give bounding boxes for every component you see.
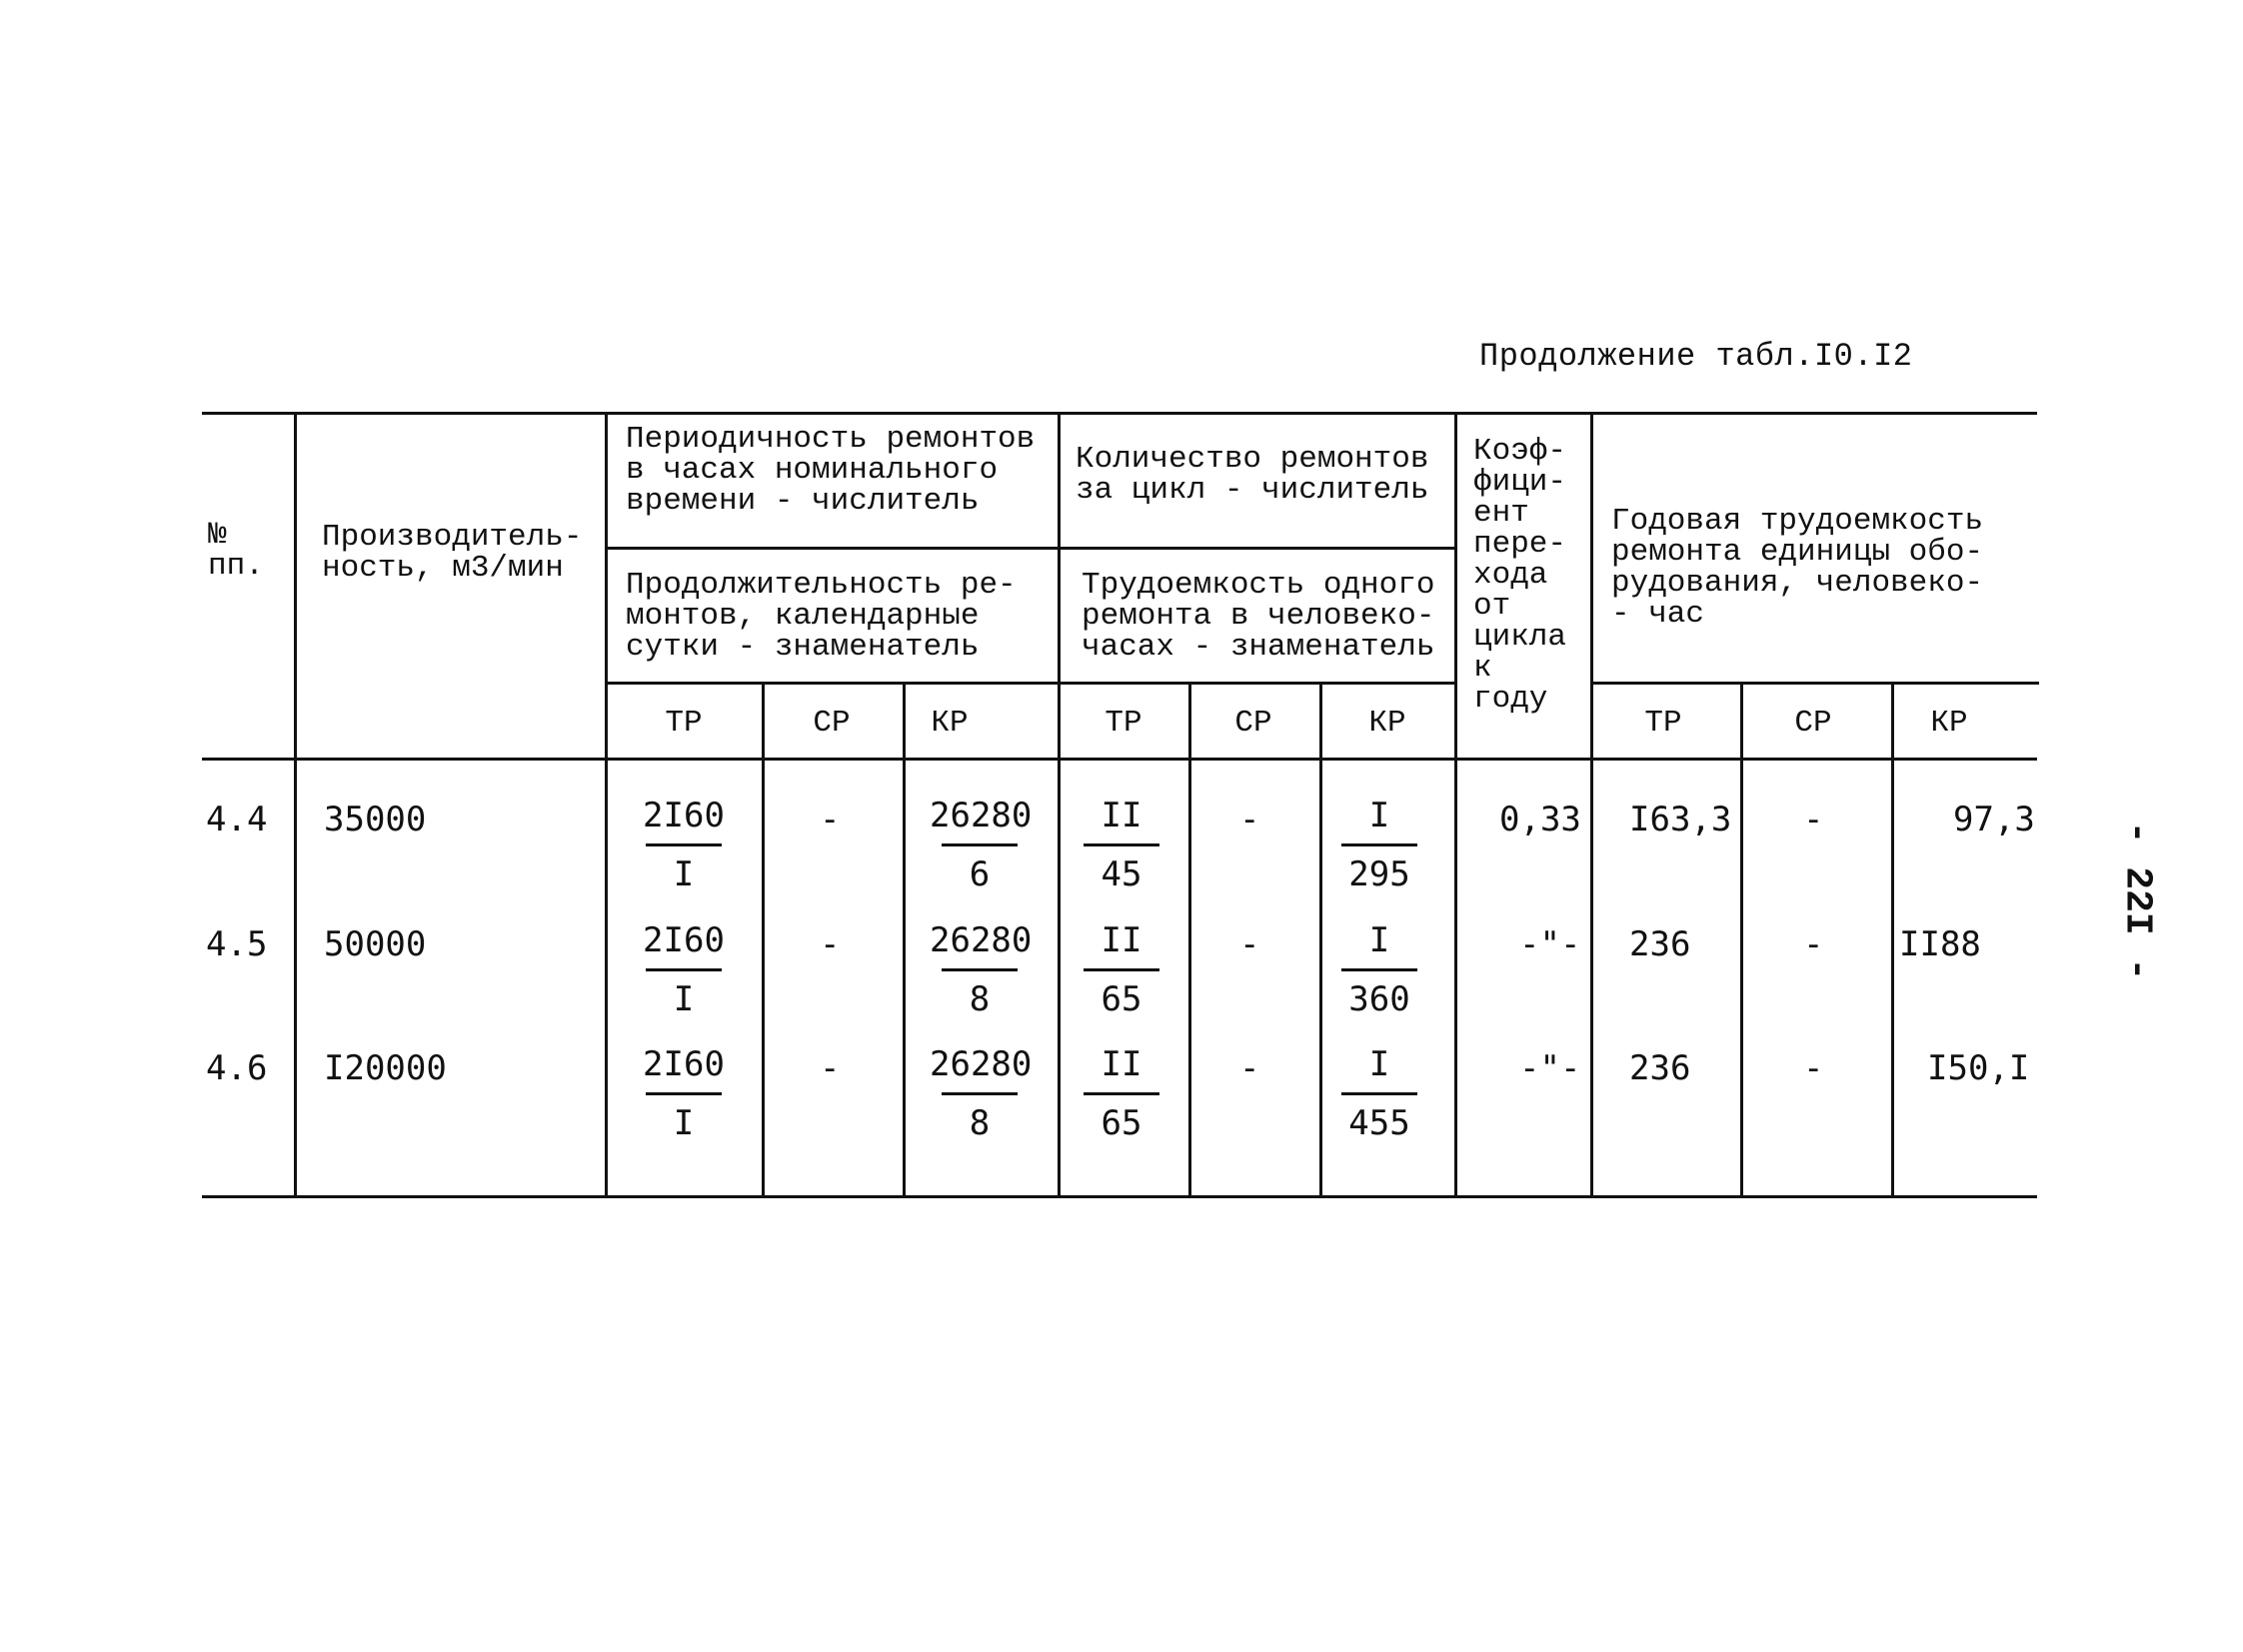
subheader-tr: ТР	[1105, 706, 1142, 741]
page-number: - 22I -	[2115, 821, 2159, 981]
fraction-bar	[1084, 843, 1159, 846]
subheader-tr: ТР	[665, 706, 703, 741]
coefficient-value: -"-	[1519, 1048, 1581, 1088]
fraction-bar	[942, 968, 1018, 971]
count-tr-fraction	[1072, 1044, 1171, 1143]
period-sr-value: -	[820, 800, 841, 839]
fraction-bar	[646, 1092, 722, 1095]
col-divider	[1058, 412, 1061, 1197]
fraction-numerator: 26280	[930, 920, 1033, 960]
annual-kr-value: II88	[1899, 924, 1981, 964]
header-count-denominator: Трудоемкость одного ремонта в человеко- часах - знаменатель	[1082, 568, 1435, 665]
coefficient-value: 0,33	[1499, 800, 1581, 839]
header-capacity: Производитель- ность, м3/мин	[322, 520, 583, 586]
fraction-numerator: II	[1101, 1044, 1142, 1084]
capacity-value: 50000	[324, 924, 427, 964]
count-kr-fraction	[1329, 796, 1429, 894]
col-divider	[605, 412, 608, 1197]
fraction-numerator: I	[1368, 1044, 1390, 1084]
annual-kr-value: 97,3	[1953, 800, 2035, 839]
annual-sr-value: -	[1803, 924, 1824, 964]
fraction-denominator: 6	[969, 854, 991, 894]
fraction-bar	[1341, 843, 1417, 846]
fraction-denominator: 8	[969, 1103, 991, 1143]
fraction-numerator: 2I60	[643, 796, 725, 835]
period-tr-fraction	[634, 1044, 734, 1143]
period-kr-fraction	[930, 1044, 1033, 1143]
fraction-denominator: 8	[969, 979, 991, 1019]
subheader-tr: ТР	[1644, 706, 1682, 741]
subheader-sr: СР	[1234, 706, 1272, 741]
row-number: 4.5	[206, 924, 268, 964]
fraction-bar	[942, 1092, 1018, 1095]
subheader-sr: СР	[813, 706, 851, 741]
period-tr-fraction	[634, 920, 734, 1019]
fraction-denominator: 45	[1101, 854, 1142, 894]
period-tr-fraction	[634, 796, 734, 894]
fraction-denominator: 65	[1101, 1103, 1142, 1143]
header-annual-labor: Годовая трудоемкость ремонта единицы обо- рудования, человеко- - час	[1611, 504, 1984, 632]
fraction-bar	[1084, 968, 1159, 971]
fraction-bar	[1084, 1092, 1159, 1095]
count-sr-value: -	[1239, 1048, 1260, 1088]
subheader-kr: КР	[1930, 706, 1968, 741]
fraction-numerator: 2I60	[643, 1044, 725, 1084]
header-count-numerator: Количество ремонтов за цикл - числитель	[1076, 442, 1429, 508]
col-divider	[1891, 682, 1894, 1197]
row-number: 4.4	[206, 800, 268, 839]
group-divider-rule	[606, 547, 1455, 550]
col-divider	[294, 412, 297, 1197]
fraction-numerator: I	[1368, 920, 1390, 960]
annual-tr-value: 236	[1629, 924, 1691, 964]
coefficient-value: -"-	[1519, 924, 1581, 964]
col-divider	[1590, 412, 1593, 1197]
fraction-numerator: 2I60	[643, 920, 725, 960]
fraction-denominator: 455	[1348, 1103, 1410, 1143]
subheader-kr: КР	[1368, 706, 1406, 741]
fraction-denominator: 295	[1348, 854, 1410, 894]
fraction-denominator: 360	[1348, 979, 1410, 1019]
row-number: 4.6	[206, 1048, 268, 1088]
subheader-rule-left	[606, 682, 1455, 685]
col-divider	[1188, 682, 1191, 1197]
period-sr-value: -	[820, 924, 841, 964]
count-sr-value: -	[1239, 800, 1260, 839]
period-kr-fraction	[930, 920, 1033, 1019]
fraction-numerator: 26280	[930, 796, 1033, 835]
fraction-numerator: 26280	[930, 1044, 1033, 1084]
header-period-numerator: Периодичность ремонтов в часах номинального времени - числитель	[626, 422, 1036, 519]
annual-sr-value: -	[1803, 1048, 1824, 1088]
subheader-kr: КР	[931, 706, 969, 741]
table-bottom-rule	[202, 1195, 2037, 1198]
capacity-value: 35000	[324, 800, 427, 839]
annual-tr-value: 236	[1629, 1048, 1691, 1088]
annual-sr-value: -	[1803, 800, 1824, 839]
fraction-numerator: I	[1368, 796, 1390, 835]
header-coefficient: Коэф- фици- ент пере- хода от цикла к году	[1473, 434, 1567, 717]
count-kr-fraction	[1329, 920, 1429, 1019]
count-sr-value: -	[1239, 924, 1260, 964]
fraction-denominator: I	[673, 854, 695, 894]
count-tr-fraction	[1072, 796, 1171, 894]
period-kr-fraction	[930, 796, 1033, 894]
col-divider	[1319, 682, 1322, 1197]
table-top-rule	[202, 412, 2037, 415]
col-divider	[1454, 412, 1457, 1197]
fraction-bar	[942, 843, 1018, 846]
annual-tr-value: I63,3	[1629, 800, 1732, 839]
subheader-sr: СР	[1794, 706, 1832, 741]
capacity-value: I20000	[324, 1048, 447, 1088]
fraction-denominator: 65	[1101, 979, 1142, 1019]
count-tr-fraction	[1072, 920, 1171, 1019]
header-bottom-rule	[202, 758, 2037, 761]
col-divider	[903, 682, 906, 1197]
header-number: № пп.	[208, 518, 264, 584]
col-divider	[1740, 682, 1743, 1197]
table-caption: Продолжение табл.I0.I2	[1479, 338, 1913, 375]
fraction-numerator: II	[1101, 796, 1142, 835]
subheader-rule-right	[1591, 682, 2039, 685]
fraction-bar	[646, 843, 722, 846]
fraction-denominator: I	[673, 1103, 695, 1143]
fraction-bar	[646, 968, 722, 971]
col-divider	[762, 682, 765, 1197]
fraction-bar	[1341, 1092, 1417, 1095]
period-sr-value: -	[820, 1048, 841, 1088]
fraction-bar	[1341, 968, 1417, 971]
count-kr-fraction	[1329, 1044, 1429, 1143]
fraction-denominator: I	[673, 979, 695, 1019]
header-period-denominator: Продолжительность ре- монтов, календарные сутки - знаменатель	[626, 568, 1017, 665]
annual-kr-value: I50,I	[1927, 1048, 2030, 1088]
fraction-numerator: II	[1101, 920, 1142, 960]
